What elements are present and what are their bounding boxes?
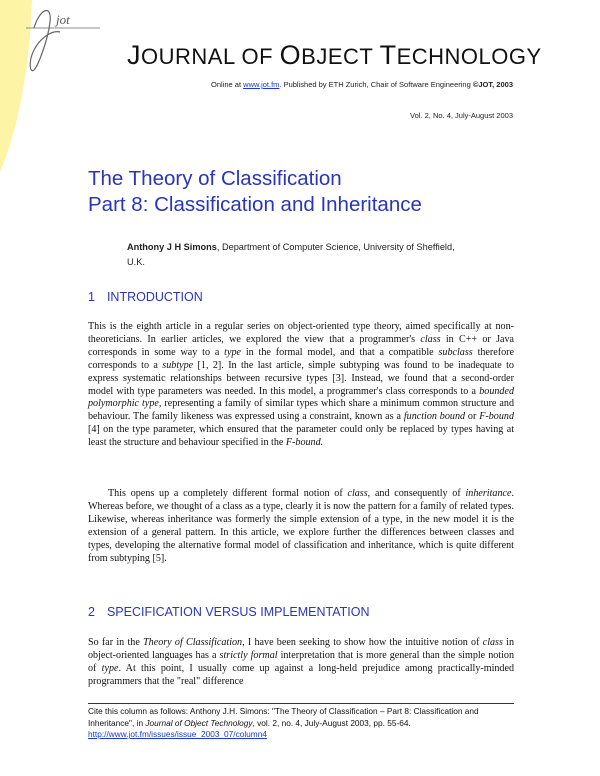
yellow-corner-shape: [0, 0, 32, 172]
author-affiliation: , Department of Computer Science, University of Sheffield, U.K.: [127, 242, 455, 267]
citation-footer: Cite this column as follows: Anthony J.H. Simons: "The Theory of Classification – Part 8: Classification and Inheritance", in Journal of Object Technology, vol. 2, no. 4, July-August 2003, pp. 55-64. http://www.jot.fm/issues/issue_2003_07/column4: [88, 706, 479, 740]
logo-text: jot: [56, 12, 70, 27]
jot-logo: [0, 0, 130, 180]
citation-link[interactable]: http://www.jot.fm/issues/issue_2003_07/column4: [88, 729, 267, 740]
intro-paragraph-2: This opens up a completely different formal notion of class, and consequently of inheritance. Whereas before, we thought of a class as a type, clearly it is now the pattern for a family of related types. Likewise, whereas inheritance was formerly the simple extension of a type, in the new model it is the extension of a general pattern. In this article, we explore further the differences between classes and types, developing the alternative formal model of classification and inheritance, which is quite different from subtyping [5].: [88, 488, 514, 564]
footer-divider: [88, 703, 514, 704]
article-title: [88, 166, 422, 218]
section-heading-specification: 2 SPECIFICATION VERSUS IMPLEMENTATION: [88, 605, 370, 619]
jot-website-link[interactable]: www.jot.fm: [243, 80, 280, 89]
intro-paragraph-1: This is the eighth article in a regular series on object-oriented type theory, aimed specifically at non-theoreticians. In earlier articles, we explored the view that a programmer's class in C++ or Java corresponds in some way to a type in the formal model, and that a compatible subclass therefore corresponds to a subtype [1, 2]. In the last article, simple subtyping was found to be inadequate to express systematic relationships between recursive types [3]. Instead, we found that a second-order model with type parameters was needed. In this model, a programmer's class corresponds to a bounded polymorphic type, representing a family of similar types which share a minimum common structure and behaviour. The family likeness was expressed using a constraint, known as a function bound or F-bound [4] on the type parameter, which ensured that the parameter could only be replaced by types having at least the structure and behaviour specified in the F-bound.: [88, 321, 515, 449]
publisher-line: Online at www.jot.fm. Published by ETH Zurich, Chair of Software Engineering ©JOT, 2003: [211, 80, 513, 89]
journal-title: JOURNAL OF OBJECT TECHNOLOGY: [127, 40, 542, 70]
author-byline: [127, 240, 472, 270]
volume-info: Vol. 2, No. 4, July-August 2003: [410, 111, 513, 120]
section-heading-introduction: 1 INTRODUCTION: [88, 290, 203, 304]
article-title-line-2: Part 8: Classification and Inheritance: [88, 193, 422, 216]
section2-paragraph-1: So far in the Theory of Classification, I have been seeking to show how the intuitive notion of class in object-oriented languages has a strictly formal interpretation that is more general than the simple notion of type. At this point, I usually come up against a long-held prejudice among practically-minded programmers that the "real" difference: [88, 637, 515, 687]
author-name: Anthony J H Simons: [127, 242, 217, 252]
article-title-line-1: The Theory of Classification: [88, 167, 342, 190]
